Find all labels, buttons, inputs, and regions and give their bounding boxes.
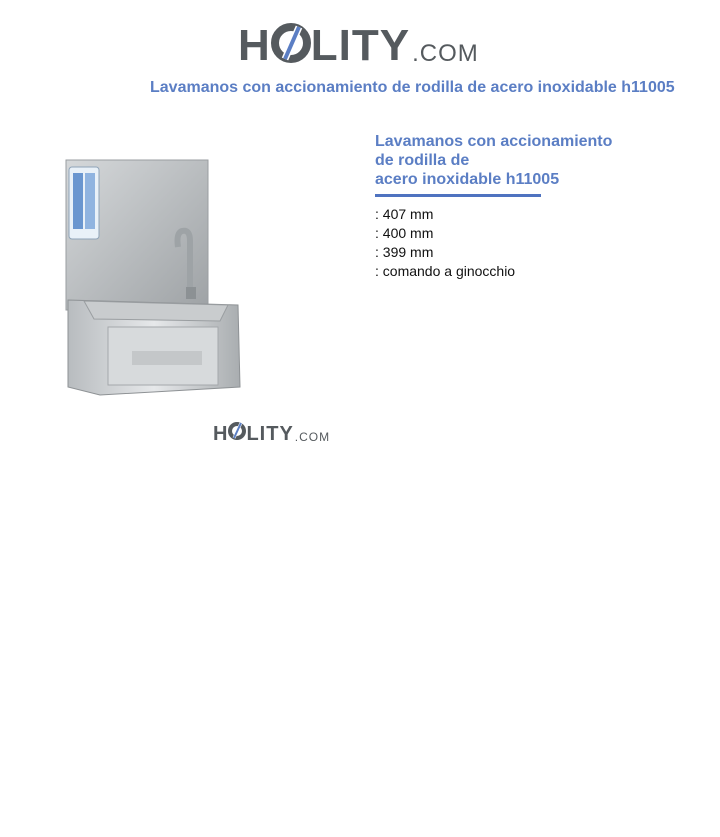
- site-logo[interactable]: [238, 12, 479, 68]
- product-title-line: de rodilla de: [375, 152, 470, 169]
- logo-text-part2: LITY: [310, 21, 411, 70]
- title-underline: [375, 194, 541, 197]
- small-logo-part1: H: [213, 423, 229, 445]
- product-title: [375, 132, 635, 189]
- page-title: Lavamanos con accionamiento de rodilla de acero inoxidable h11005: [150, 79, 675, 96]
- watermark-logo: [213, 420, 330, 445]
- spec-item: : 399 mm: [375, 244, 434, 260]
- product-image: [60, 155, 250, 403]
- spec-item: : 400 mm: [375, 225, 434, 241]
- spec-item: : comando a ginocchio: [375, 263, 516, 279]
- product-title-line: Lavamanos con accionamiento: [375, 133, 613, 150]
- logo-text-part1: H: [238, 21, 271, 70]
- spec-item: : 407 mm: [375, 206, 434, 222]
- product-title-line: acero inoxidable h11005: [375, 171, 560, 188]
- logo-suffix: .COM: [412, 40, 479, 67]
- small-logo-part2: LITY: [246, 423, 294, 445]
- spec-list: [375, 205, 515, 281]
- logo-o-icon: [271, 19, 311, 68]
- small-logo-o-icon: [228, 420, 246, 445]
- small-logo-suffix: .COM: [294, 430, 331, 444]
